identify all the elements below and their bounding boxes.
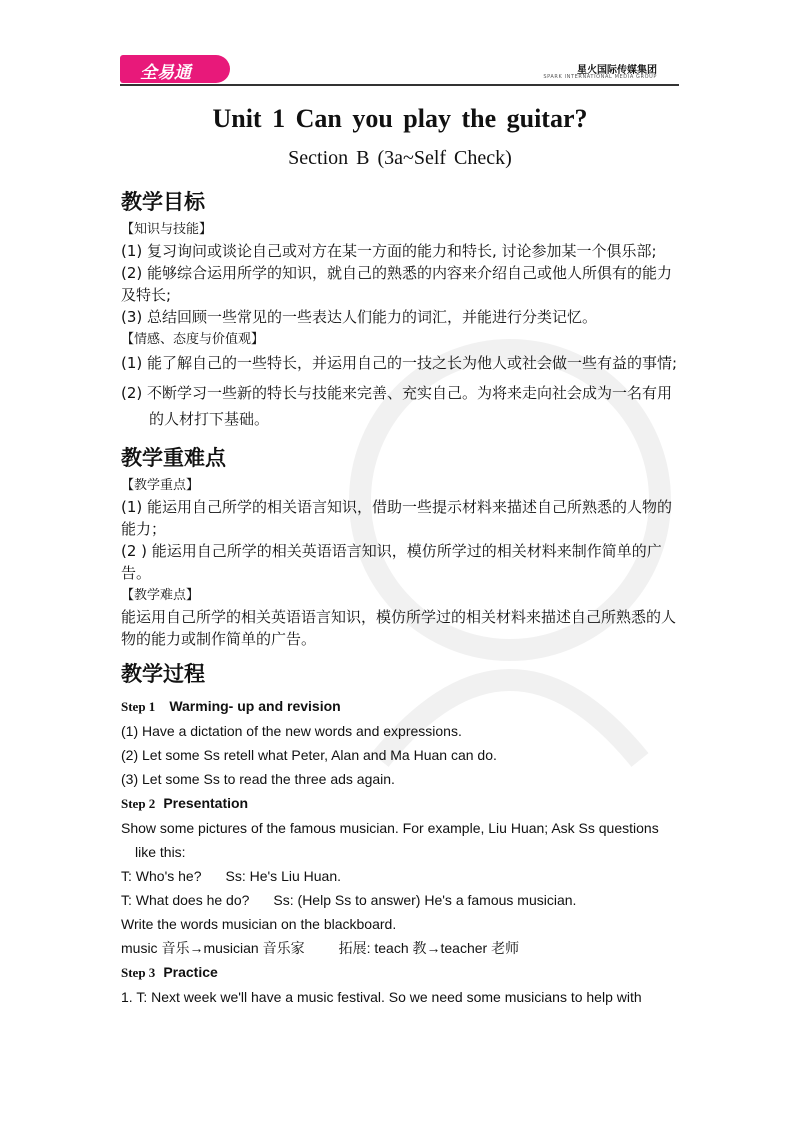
student-line: Ss: He's Liu Huan. [225,868,342,884]
key-item: (2 ) 能运用自己所学的相关英语语言知识，模仿所学过的相关材料来制作简单的广告。 [121,542,662,582]
step-title: Warming- up and revision [169,698,341,714]
page-subtitle: Section B (3a~Self Check) [288,147,512,169]
knowledge-tag: 【知识与技能】 [121,222,213,237]
knowledge-item: (2) 能够综合运用所学的知识，就自己的熟悉的内容来介绍自己或他人所俱有的能力及特长; [121,264,673,304]
emotion-tag: 【情感、态度与价值观】 [121,332,265,347]
difficult-text: 能运用自己所学的相关英语语言知识，模仿所学过的相关材料来描述自己所熟悉的人物的能力或制作简单的广告。 [121,608,677,648]
teacher-line: T: What does he do? [121,892,250,908]
dialog-line [121,888,681,912]
header-divider [120,84,679,86]
brand-name: 星火国际传媒集团 [577,65,657,76]
page-title: Unit 1 Can you play the guitar? [212,104,588,133]
page-header [0,0,800,90]
main-content [121,186,681,1009]
teacher-line: T: Who's he? [121,868,202,884]
logo-text: 全易通 [140,63,191,83]
step-label: Step 2 [121,796,156,811]
emotion-item: (1) 能了解自己的一些特长，并运用自己的一技之长为他人或社会做一些有益的事情; [121,354,678,372]
step-1-item: (1) Have a dictation of the new words and expressions. [121,723,462,739]
key-item: (1) 能运用自己所学的相关语言知识，借助一些提示材料来描述自己所熟悉的人物的能力； [121,498,673,538]
knowledge-item: (1) 复习询问或谈论自己或对方在某一方面的能力和特长, 讨论参加某一个俱乐部; [121,242,657,260]
vocab-line [121,936,681,960]
step-1-item: (2) Let some Ss retell what Peter, Alan and Ma Huan can do. [121,747,497,763]
step-1-heading [121,694,681,719]
emotion-item: (2) 不断学习一些新的特长与技能来完善、充实自己。为将来走向社会成为一名有用的人材打下基础。 [121,384,673,428]
vocab-teacher: 拓展: teach 教→teacher 老师 [338,940,520,956]
step-2-heading [121,791,681,816]
step-label: Step 3 [121,965,156,980]
section-heading-process: 教学过程 [121,662,205,686]
vocab-musician: music 音乐→musician 音乐家 [121,940,305,956]
step-3-line: 1. T: Next week we'll have a music festival. So we need some musicians to help with [121,989,642,1005]
step-1-item: (3) Let some Ss to read the three ads again. [121,771,395,787]
step-label: Step 1 [121,699,156,714]
step-3-heading [121,960,681,985]
step-title: Presentation [163,795,249,811]
write-instruction: Write the words musician on the blackboard. [121,916,397,932]
step-title: Practice [163,964,218,980]
key-tag: 【教学重点】 [121,478,200,493]
student-line: Ss: (Help Ss to answer) He's a famous musician. [273,892,577,908]
section-heading-keypoints: 教学重难点 [121,446,226,470]
step-2-intro: Show some pictures of the famous musician. For example, Liu Huan; Ask Ss questions like this: [121,820,659,860]
dialog-line [121,864,681,888]
brand-subtitle: SPARK INTERNATIONAL MEDIA GROUP [543,74,657,80]
section-heading-goals: 教学目标 [121,190,205,214]
difficult-tag: 【教学难点】 [121,588,200,603]
knowledge-item: (3) 总结回顾一些常见的一些表达人们能力的词汇，并能进行分类记忆。 [121,308,598,326]
